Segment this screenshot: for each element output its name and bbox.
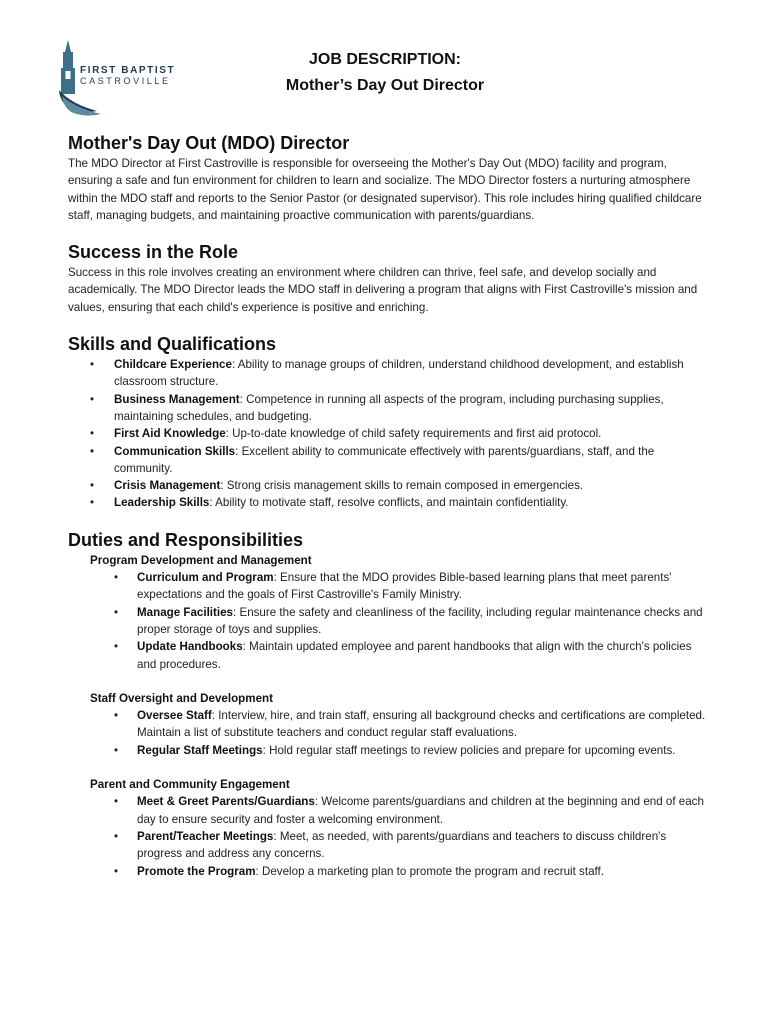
list-item: [68, 569, 708, 604]
item-term: Update Handbooks: [137, 640, 243, 654]
logo-line2: CASTROVILLE: [80, 76, 171, 86]
item-text: : Excellent ability to communicate effectively with parents/guardians, staff, and the community.: [114, 444, 655, 475]
duty-group-title: Program Development and Management: [90, 553, 312, 567]
item-term: Oversee Staff: [137, 709, 212, 723]
section-heading: Mother's Day Out (MDO) Director: [68, 133, 350, 153]
section-skills: [68, 332, 708, 512]
item-text: : Meet, as needed, with parents/guardians and teachers to discuss children's progress and address any concerns.: [137, 829, 667, 861]
list-item: [68, 793, 708, 828]
item-term: Manage Facilities: [137, 605, 234, 619]
item-text: : Develop a marketing plan to promote the program and recruit staff.: [255, 864, 604, 878]
list-item: [68, 863, 708, 880]
duty-list: [68, 793, 708, 879]
duty-group: [68, 776, 708, 880]
section-heading: Success in the Role: [68, 242, 239, 263]
list-item: [68, 828, 708, 863]
logo-line1: FIRST BAPTIST: [80, 65, 176, 76]
section-heading: Skills and Qualifications: [68, 334, 277, 355]
item-text: : Interview, hire, and train staff, ensuring all background checks and certifications are completed. Maintain a list of substitute teachers and conduct regular staff evaluations.: [137, 709, 706, 740]
item-text: : Up-to-date knowledge of child safety requirements and first aid protocol.: [225, 427, 602, 441]
item-text: : Strong crisis management skills to remain composed in emergencies.: [220, 479, 584, 493]
document-subtitle: Mother’s Day Out Director: [285, 77, 485, 94]
skills-list: [68, 356, 708, 512]
item-text: : Ability to motivate staff, resolve conflicts, and maintain confidentiality.: [209, 496, 569, 510]
section-paragraph: Success in this role involves creating an environment where children can thrive, feel safe, and develop socially and academically. The MDO Director leads the MDO staff in delivering a program that aligns with First Castroville's mission and values, ensuring that each child's experience is positive and enriching.: [68, 266, 698, 314]
list-item: [68, 494, 708, 511]
list-item: [68, 604, 708, 639]
item-term: Curriculum and Program: [137, 571, 274, 585]
list-item: [68, 356, 708, 391]
list-item: [68, 638, 708, 673]
list-item: [68, 391, 708, 426]
section-director: [68, 131, 708, 224]
document-title: JOB DESCRIPTION:: [308, 51, 461, 68]
duty-list: [68, 707, 708, 759]
duty-group: [68, 552, 708, 673]
item-term: Crisis Management: [114, 479, 221, 493]
list-item: [68, 707, 708, 742]
list-item: [68, 425, 708, 442]
item-term: Childcare Experience: [114, 358, 232, 372]
list-item: [68, 443, 708, 478]
item-term: Promote the Program: [137, 864, 256, 878]
section-paragraph: The MDO Director at First Castroville is responsible for overseeing the Mother's Day Out (MDO) facility and program, ensuring a safe and fun environment for children to learn and socialize. The MDO Director fosters a nurturing atmosphere within the MDO staff and reports to the Senior Pastor (or designated supervisor). This role includes hiring qualified childcare staff, managing budgets, and maintaining proactive communication with parents/guardians.: [68, 157, 702, 222]
list-item: [68, 742, 708, 759]
section-heading: Duties and Responsibilities: [68, 529, 304, 550]
document-body: [68, 131, 708, 897]
item-term: Parent/Teacher Meetings: [137, 829, 274, 843]
item-term: First Aid Knowledge: [114, 427, 226, 441]
duty-list: [68, 569, 708, 673]
item-text: : Hold regular staff meetings to review policies and prepare for upcoming events.: [262, 743, 676, 757]
item-text: : Welcome parents/guardians and children at the beginning and end of each day to ensure security and foster a welcoming environment.: [137, 795, 704, 826]
item-term: Leadership Skills: [114, 496, 210, 510]
item-text: : Maintain updated employee and parent handbooks that align with the church's policies and procedures.: [137, 640, 692, 671]
item-text: : Competence in running all aspects of the program, including purchasing supplies, maintaining schedules, and budgeting.: [114, 392, 664, 423]
item-text: : Ensure that the MDO provides Bible-based learning plans that meet parents' expectations and the goals of First Castroville's Family Ministry.: [137, 571, 672, 602]
section-success: [68, 240, 708, 316]
duty-group: [68, 690, 708, 759]
duty-group-title: Staff Oversight and Development: [90, 691, 273, 705]
section-duties: [68, 528, 708, 880]
item-text: : Ensure the safety and cleanliness of the facility, including regular maintenance checks and proper storage of toys and supplies.: [137, 605, 703, 636]
item-term: Meet & Greet Parents/Guardians: [137, 795, 315, 809]
duty-group-title: Parent and Community Engagement: [90, 778, 290, 792]
item-term: Communication Skills: [114, 444, 236, 458]
list-item: [68, 477, 708, 494]
item-text: : Ability to manage groups of children, understand childhood development, and establish classroom structure.: [114, 358, 684, 389]
item-term: Business Management: [114, 392, 240, 406]
item-term: Regular Staff Meetings: [137, 743, 263, 757]
